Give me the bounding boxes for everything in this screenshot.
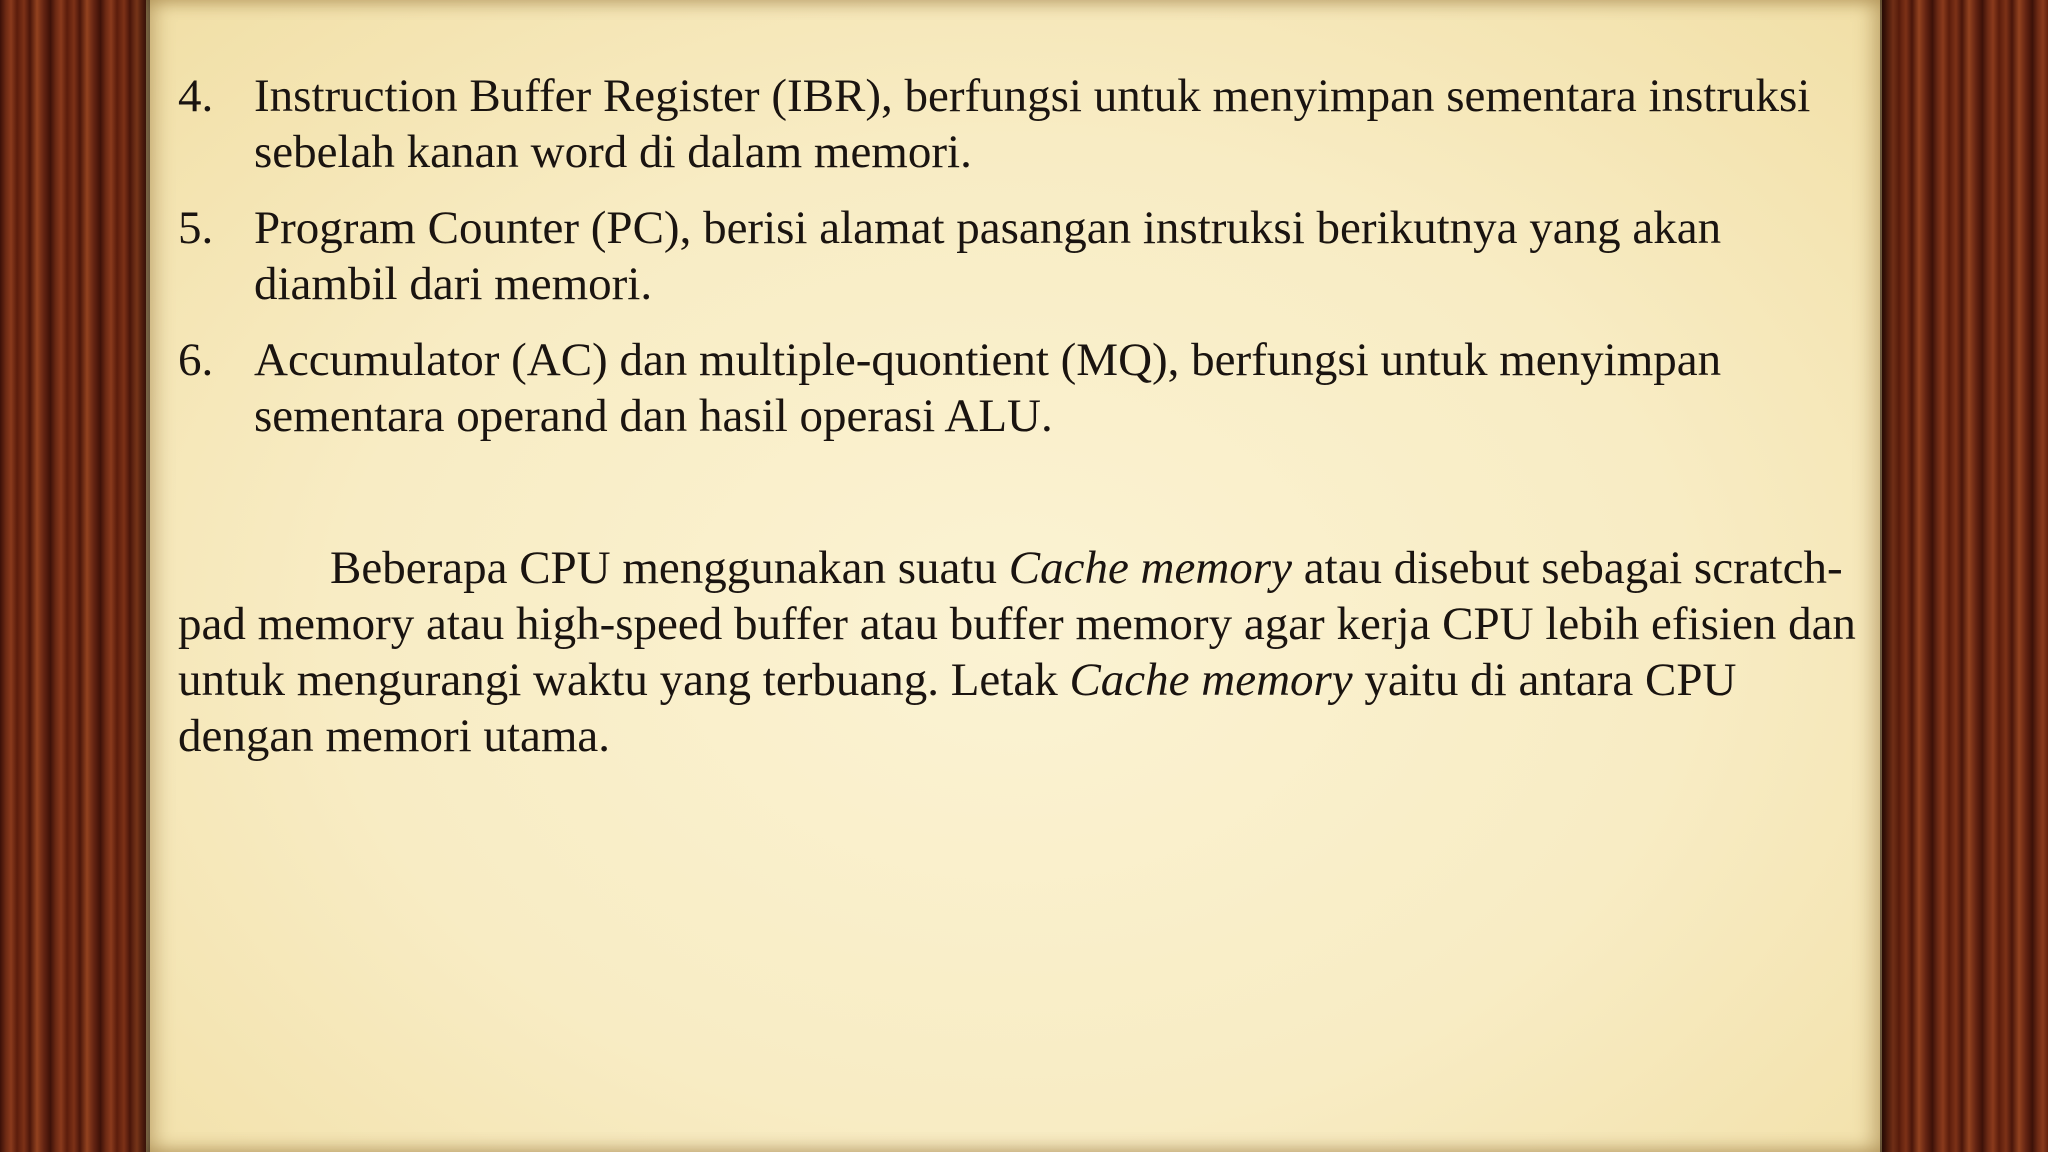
frame-shadow-left: [128, 0, 150, 1152]
list-item-number: 4.: [178, 70, 214, 122]
frame-shadow-right: [1880, 0, 1902, 1152]
list-item: [178, 68, 1868, 180]
list-item: [178, 200, 1868, 312]
paragraph-italic-term: Cache memory: [1008, 542, 1292, 594]
list-item: [178, 332, 1868, 444]
paragraph-text: yaitu di antara CPU dengan memori utama.: [178, 654, 1737, 762]
paragraph-italic-term: Cache memory: [1069, 654, 1353, 706]
body-paragraph: [178, 540, 1868, 764]
paragraph-text: Beberapa CPU menggunakan suatu: [330, 542, 1009, 594]
list-item-number: 5.: [178, 202, 214, 254]
list-item-number: 6.: [178, 334, 214, 386]
slide-content: [178, 68, 1868, 764]
paragraph-text: atau disebut sebagai scratch-pad memory atau high-speed buffer atau buffer memory agar kerja CPU lebih efisien dan untuk mengurangi waktu yang terbuang. Letak: [178, 542, 1856, 706]
list-item-text: Accumulator (AC) dan multiple-quontient (MQ), berfungsi untuk menyimpan sementara operand dan hasil operasi ALU.: [254, 334, 1722, 442]
list-item-text: Program Counter (PC), berisi alamat pasangan instruksi berikutnya yang akan diambil dari memori.: [254, 202, 1722, 310]
wood-frame-left: [0, 0, 146, 1152]
list-item-text: Instruction Buffer Register (IBR), berfungsi untuk menyimpan sementara instruksi sebelah kanan word di dalam memori.: [254, 70, 1811, 178]
wood-frame-right: [1882, 0, 2048, 1152]
